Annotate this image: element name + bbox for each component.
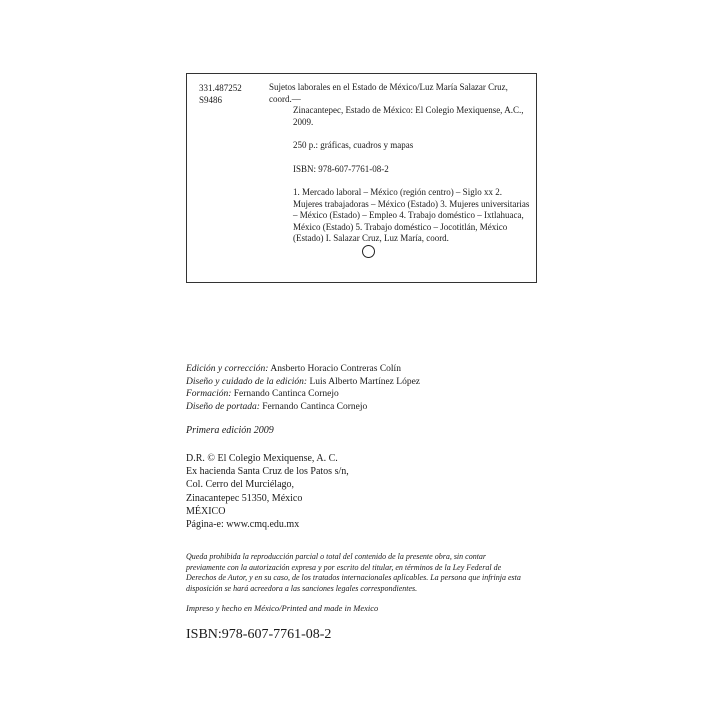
credit-line <box>186 401 420 414</box>
publisher-line: D.R. © El Colegio Mexiquense, A. C. <box>186 453 338 464</box>
catalog-card <box>186 73 537 283</box>
credit-name: Fernando Cantinca Cornejo <box>262 401 368 412</box>
publisher-block <box>186 452 349 531</box>
publisher-website: Página-e: www.cmq.edu.mx <box>186 519 300 531</box>
publisher-line: Ex hacienda Santa Cruz de los Patos s/n, <box>186 466 349 478</box>
publisher-line: MÉXICO <box>186 505 226 517</box>
legal-notice: Queda prohibida la reproducción parcial o total del contenido de la presente obra, sin contar previamente con la autorización expresa y por escrito del titular, en términos de la Ley Federal de Derechos de Autor, y en su caso, de los tratados internacionales aplicables. La persona que infrinja esta disposición se hará acreedora a las sanciones legales correspondientes. <box>186 552 521 593</box>
credits-block <box>186 363 420 413</box>
credit-name: Fernando Cantinca Cornejo <box>233 389 339 399</box>
catalog-title: Sujetos laborales en el Estado de México/Luz María Salazar Cruz, coord.— <box>269 82 508 104</box>
catalog-isbn: ISBN: 978-607-7761-08-2 <box>293 163 389 174</box>
printed-in: Impreso y hecho en México/Printed and made in Mexico <box>186 603 379 613</box>
credit-line <box>186 388 420 401</box>
credit-name: Luis Alberto Martínez López <box>309 376 421 387</box>
credit-role: Edición y corrección: <box>186 364 269 374</box>
catalog-imprint: Zinacantepec, Estado de México: El Colegio Mexiquense, A.C., 2009. <box>293 105 524 127</box>
catalog-subjects: 1. Mercado laboral – México (región centro) – Siglo xx 2. Mujeres trabajadoras – México (Estado) 3. Mujeres universitarias – México (Estado) – Empleo 4. Trabajo doméstico – Ixtlahuaca, México (Estado) 5. Trabajo doméstico – Jocotitlán, México (Estado) I. Salazar Cruz, Luz María, coord. <box>293 187 530 243</box>
credit-line <box>186 376 420 389</box>
credit-role: Formación: <box>186 389 232 399</box>
catalog-pages: 250 p.: gráficas, cuadros y mapas <box>293 140 414 150</box>
credit-role: Diseño de portada: <box>186 401 260 412</box>
edition-note: Primera edición 2009 <box>186 425 274 436</box>
catalog-entry <box>269 82 531 245</box>
call-number-line: S9486 <box>199 95 223 105</box>
credit-role: Diseño y cuidado de la edición: <box>186 376 308 387</box>
credit-name: Ansberto Horacio Contreras Colín <box>270 364 401 374</box>
publisher-line: Zinacantepec 51350, México <box>186 492 303 504</box>
card-hole-icon <box>362 245 375 258</box>
call-number <box>199 82 242 106</box>
credit-line <box>186 363 420 376</box>
isbn-footer: ISBN:978-607-7761-08-2 <box>186 627 332 642</box>
call-number-line: 331.487252 <box>199 83 242 93</box>
publisher-line: Col. Cerro del Murciélago, <box>186 479 295 491</box>
